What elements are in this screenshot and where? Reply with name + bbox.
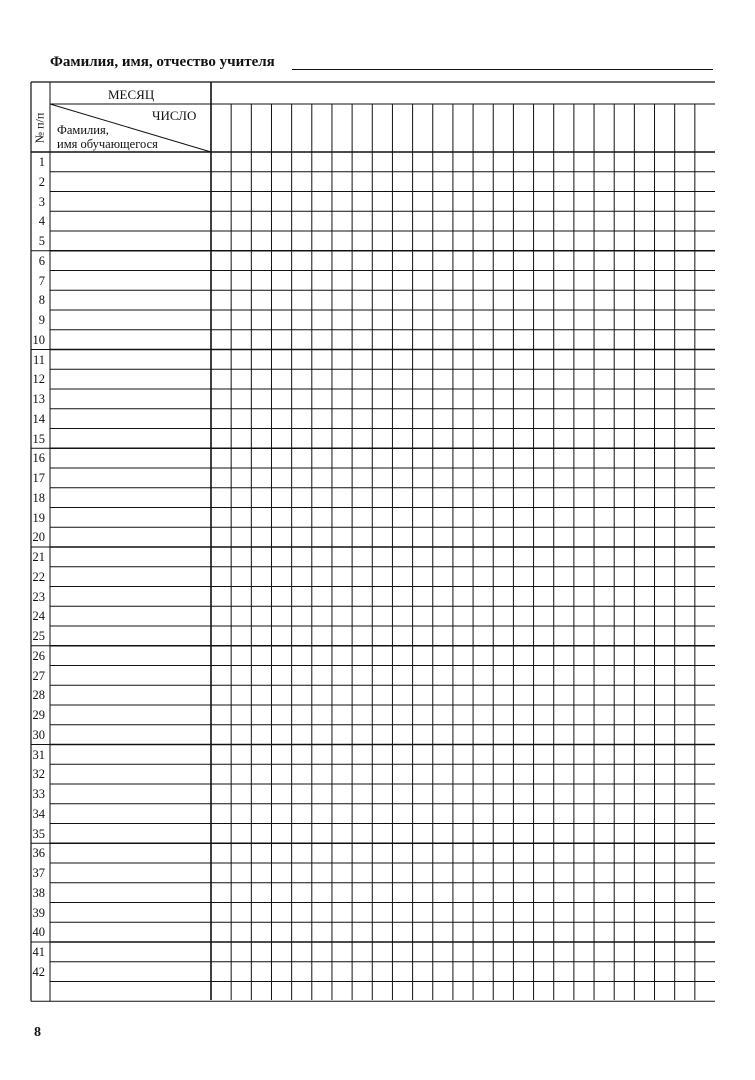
row-number: 37 xyxy=(32,866,45,880)
row-number: 5 xyxy=(38,234,45,248)
row-number: 4 xyxy=(38,214,45,229)
row-number: 16 xyxy=(32,451,45,466)
row-number: 6 xyxy=(38,253,45,268)
row-number: 8 xyxy=(38,293,45,308)
row-number: 7 xyxy=(38,273,45,288)
row-number: 22 xyxy=(32,569,45,584)
day-label: ЧИСЛО xyxy=(152,108,197,123)
row-number: 31 xyxy=(32,747,45,762)
row-number: 3 xyxy=(38,194,45,209)
row-number: 26 xyxy=(32,648,45,663)
row-number: 13 xyxy=(32,392,45,406)
row-number: 39 xyxy=(32,905,45,920)
row-number: 2 xyxy=(38,174,45,189)
row-number: 1 xyxy=(38,155,45,169)
row-number: 27 xyxy=(32,668,45,683)
row-number: 20 xyxy=(32,530,45,545)
row-number: 14 xyxy=(32,411,45,426)
row-number: 38 xyxy=(32,885,45,900)
row-number: 17 xyxy=(32,471,45,485)
row-number: 23 xyxy=(32,589,45,604)
row-number: 41 xyxy=(32,945,45,959)
row-number: 25 xyxy=(32,629,45,643)
row-number: 29 xyxy=(32,708,45,722)
row-number: 10 xyxy=(32,332,45,347)
row-number: 11 xyxy=(32,352,45,367)
surname-header-label xyxy=(57,123,158,151)
teacher-name-title: Фамилия, имя, отчество учителя xyxy=(50,54,275,70)
row-number: 40 xyxy=(32,925,45,940)
row-number: 18 xyxy=(32,490,45,505)
month-label: МЕСЯЦ xyxy=(108,87,155,102)
surname-header-line1: Фамилия, xyxy=(57,123,109,137)
row-number: 12 xyxy=(32,372,45,387)
row-number: 33 xyxy=(32,787,45,801)
row-number: 35 xyxy=(32,826,45,841)
page-number: 8 xyxy=(34,1025,41,1040)
row-number-header: № п/п xyxy=(32,112,47,144)
row-number: 28 xyxy=(32,688,45,703)
row-number: 36 xyxy=(32,846,45,861)
row-number: 32 xyxy=(32,767,45,782)
row-number: 34 xyxy=(32,806,45,821)
row-number: 30 xyxy=(32,727,45,742)
row-number: 19 xyxy=(32,510,45,525)
row-number: 21 xyxy=(32,550,45,564)
row-number: 15 xyxy=(32,431,45,446)
row-number: 42 xyxy=(32,964,45,979)
row-number: 24 xyxy=(32,609,45,624)
row-number: 9 xyxy=(38,313,45,327)
surname-header-line2: имя обучающегося xyxy=(57,137,158,151)
